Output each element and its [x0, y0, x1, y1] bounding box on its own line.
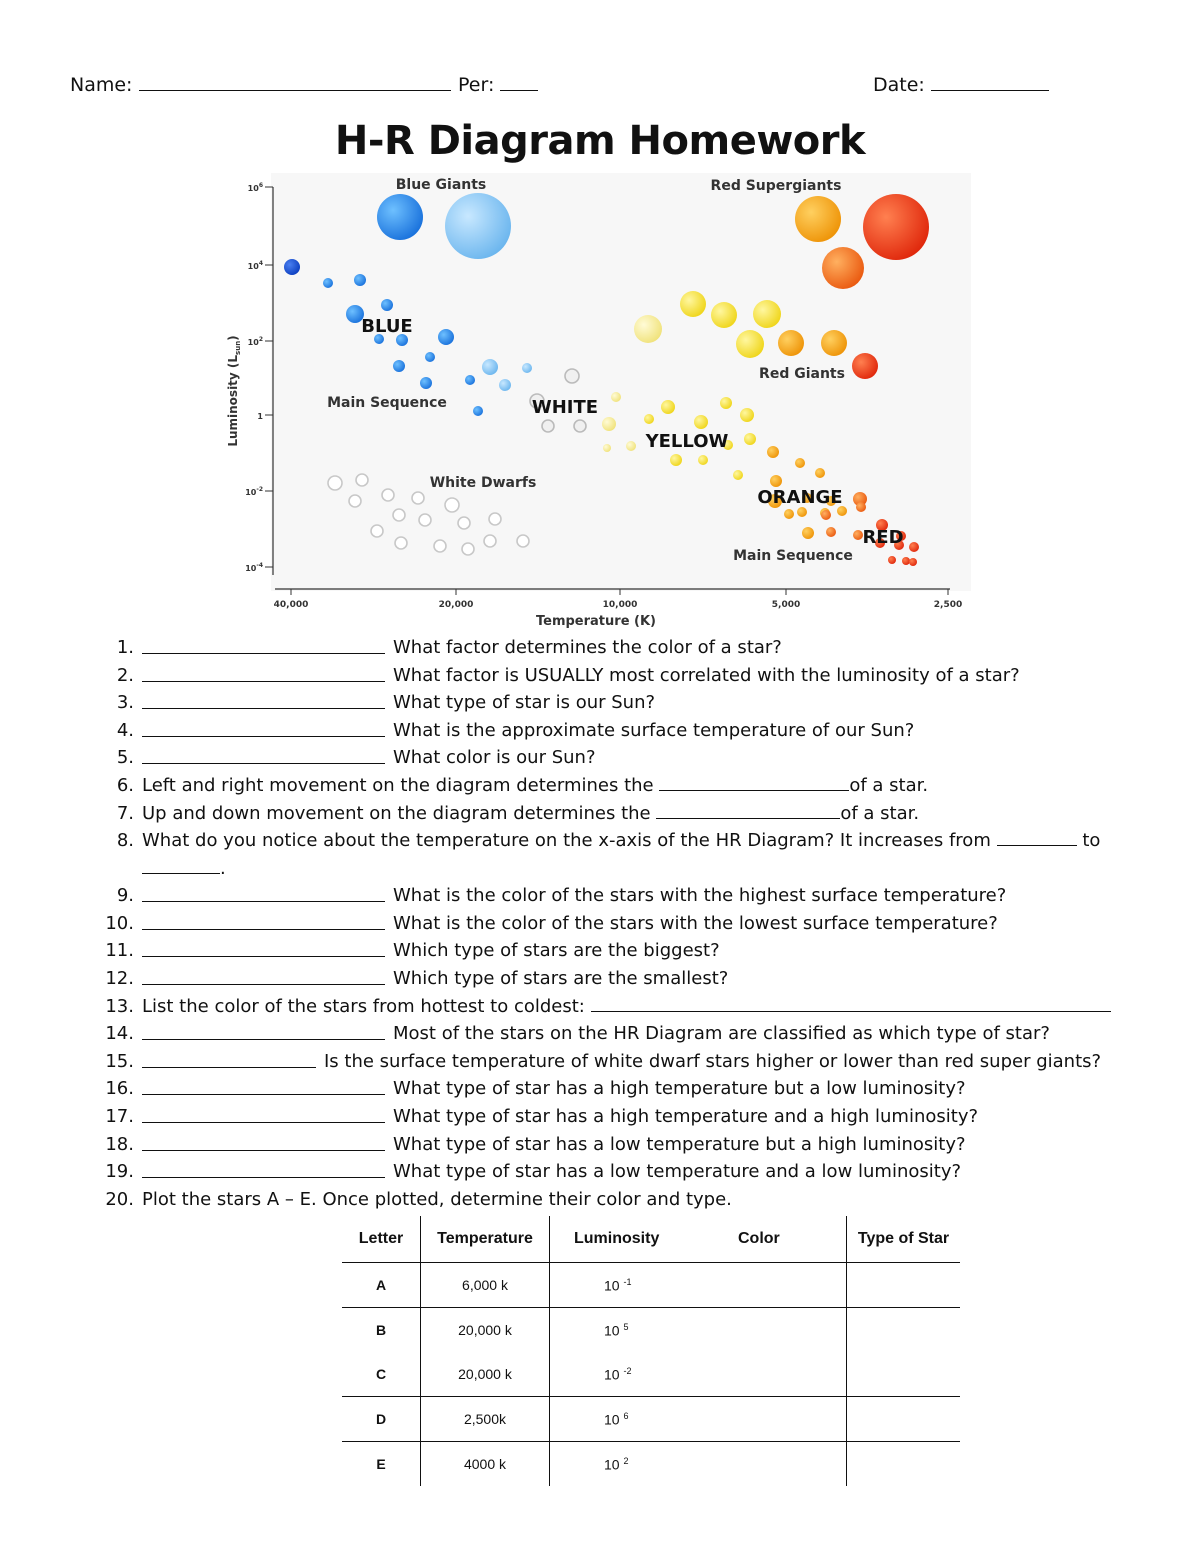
x-tick-label: 20,000	[438, 600, 474, 610]
star-marker	[393, 360, 405, 372]
star-marker	[356, 474, 368, 486]
region-label-white-dwarfs: White Dwarfs	[429, 475, 537, 491]
star-marker	[902, 557, 910, 565]
y-axis-label: Luminosity $(L_{sun})$	[226, 335, 242, 447]
col-header-temperature: Temperature	[421, 1216, 550, 1263]
question-4: 4. What is the approximate surface temperature of our Sun?	[116, 719, 915, 741]
star-marker	[744, 433, 756, 445]
color-cell-b[interactable]	[702, 1308, 847, 1353]
star-marker	[473, 406, 483, 416]
table-row: D 2,500k 10 $^6$	[342, 1397, 960, 1442]
star-marker	[484, 535, 496, 547]
color-cell-e[interactable]	[702, 1442, 847, 1487]
region-label-blue-giants: Blue Giants	[395, 177, 487, 193]
color-label-yellow: YELLOW	[645, 431, 729, 452]
star-marker	[328, 476, 342, 490]
x-tick-label: 5,000	[771, 600, 801, 610]
star-marker	[434, 540, 446, 552]
star-marker	[670, 454, 682, 466]
date-field	[873, 72, 1049, 96]
star-marker	[284, 259, 300, 275]
color-label-orange: ORANGE	[757, 487, 843, 508]
answer-blank-15[interactable]	[142, 1067, 316, 1068]
x-tick-label: 2,500	[933, 600, 963, 610]
y-tick-label: $10^4$	[247, 260, 263, 271]
y-tick-label: $10^2$	[247, 336, 263, 347]
question-12: 12. Which type of stars are the smallest?	[105, 967, 729, 989]
answer-blank-12[interactable]	[142, 984, 385, 985]
region-label-red-supergiants: Red Supergiants	[710, 178, 842, 194]
star-marker	[395, 537, 407, 549]
hr-diagram	[215, 165, 975, 635]
answer-blank-13[interactable]	[591, 993, 1111, 1012]
type-cell-c[interactable]	[847, 1352, 961, 1397]
answer-blank-8b[interactable]	[142, 855, 220, 874]
answer-blank-10[interactable]	[142, 929, 385, 930]
star-plot-table	[342, 1216, 960, 1486]
star-marker	[826, 527, 836, 537]
star-marker	[611, 392, 621, 402]
star-marker	[542, 420, 554, 432]
answer-blank-3[interactable]	[142, 708, 385, 709]
star-marker	[795, 196, 841, 242]
star-marker	[740, 408, 754, 422]
x-axis-label: Temperature (K)	[536, 614, 656, 629]
star-marker	[371, 525, 383, 537]
star-marker	[852, 353, 878, 379]
star-marker	[565, 369, 579, 383]
star-marker	[420, 377, 432, 389]
period-blank[interactable]	[500, 72, 538, 91]
color-label-red: RED	[862, 527, 904, 548]
question-list	[100, 634, 1160, 1213]
question-20: 20. Plot the stars A – E. Once plotted, determine their color and type.	[105, 1188, 732, 1210]
question-18: 18. What type of star has a low temperature but a high luminosity?	[105, 1133, 966, 1155]
star-marker	[458, 517, 470, 529]
table-row: A 6,000 k 10 $^{-1}$	[342, 1263, 960, 1308]
star-marker	[797, 507, 807, 517]
table-row: B 20,000 k 10 $^5$	[342, 1308, 960, 1353]
star-marker	[909, 558, 917, 566]
star-marker	[753, 300, 781, 328]
star-marker	[694, 415, 708, 429]
star-marker	[770, 475, 782, 487]
star-marker	[354, 274, 366, 286]
star-marker	[602, 417, 616, 431]
region-label-main-sequence-top: Main Sequence	[327, 395, 447, 411]
color-label-blue: BLUE	[361, 316, 413, 337]
col-header-color: Color	[702, 1216, 847, 1263]
star-marker	[733, 470, 743, 480]
star-marker	[377, 194, 423, 240]
answer-blank-7[interactable]	[656, 800, 840, 819]
star-marker	[522, 363, 532, 373]
question-1: 1. What factor determines the color of a star?	[116, 637, 782, 658]
star-marker	[795, 458, 805, 468]
star-marker	[909, 542, 919, 552]
table-row: E 4000 k 10 $^2$	[342, 1442, 960, 1487]
star-marker	[626, 441, 636, 451]
color-cell-c[interactable]	[702, 1352, 847, 1397]
answer-blank-2[interactable]	[142, 681, 385, 682]
question-13: 13. List the color of the stars from hottest to coldest:	[100, 993, 1160, 1021]
table-header-row	[342, 1216, 960, 1263]
y-tick-label: $10^6$	[247, 182, 263, 193]
col-header-type: Type of Star	[847, 1216, 961, 1263]
col-header-luminosity: Luminosity	[550, 1216, 703, 1263]
answer-blank-19[interactable]	[142, 1177, 385, 1178]
col-header-letter: Letter	[342, 1216, 421, 1263]
type-cell-b[interactable]	[847, 1308, 961, 1353]
star-marker	[821, 330, 847, 356]
answer-blank-8a[interactable]	[997, 827, 1077, 846]
star-marker	[720, 397, 732, 409]
answer-blank-4[interactable]	[142, 736, 385, 737]
question-10: 10. What is the color of the stars with the lowest surface temperature?	[105, 912, 998, 934]
star-marker	[821, 510, 831, 520]
question-14: 14. Most of the stars on the HR Diagram are classified as which type of star?	[105, 1023, 1050, 1045]
color-label-white: WHITE	[531, 397, 599, 418]
star-marker	[784, 509, 794, 519]
type-cell-e[interactable]	[847, 1442, 961, 1487]
question-5: 5. What color is our Sun?	[116, 747, 596, 769]
answer-blank-6[interactable]	[659, 772, 849, 791]
question-17: 17. What type of star has a high temperature and a high luminosity?	[105, 1105, 979, 1127]
star-marker	[603, 444, 611, 452]
star-marker	[634, 315, 662, 343]
star-marker	[815, 468, 825, 478]
x-tick-label: 40,000	[273, 600, 309, 610]
star-marker	[711, 302, 737, 328]
star-marker	[888, 556, 896, 564]
question-15: 15. Is the surface temperature of white dwarf stars higher or lower than red super giants?	[105, 1050, 1102, 1072]
star-marker	[323, 278, 333, 288]
question-11: 11. Which type of stars are the biggest?	[105, 940, 720, 962]
question-16: 16. What type of star has a high temperature but a low luminosity?	[105, 1078, 966, 1100]
name-label: Name:	[70, 74, 133, 96]
star-marker	[462, 543, 474, 555]
star-marker	[445, 193, 511, 259]
star-marker	[445, 498, 459, 512]
star-marker	[698, 455, 708, 465]
question-9: 9. What is the color of the stars with the highest surface temperature?	[116, 885, 1007, 907]
star-marker	[778, 330, 804, 356]
star-marker	[419, 514, 431, 526]
answer-blank-18[interactable]	[142, 1150, 385, 1151]
star-marker	[499, 379, 511, 391]
star-marker	[644, 414, 654, 424]
question-3: 3. What type of star is our Sun?	[116, 692, 656, 714]
question-2: 2. What factor is USUALLY most correlated with the luminosity of a star?	[116, 664, 1020, 686]
period-field	[458, 72, 538, 96]
page-title: H-R Diagram Homework	[334, 118, 866, 164]
star-marker	[856, 502, 866, 512]
y-tick-label: $10^{-2}$	[245, 486, 263, 497]
star-marker	[574, 420, 586, 432]
type-cell-a[interactable]	[847, 1263, 961, 1308]
star-marker	[517, 535, 529, 547]
x-tick-label: 10,000	[602, 600, 638, 610]
date-label: Date:	[873, 74, 925, 96]
region-label-red-giants: Red Giants	[759, 366, 845, 382]
answer-blank-17[interactable]	[142, 1122, 385, 1123]
question-6: 6. Left and right movement on the diagram determines the of a star.	[100, 772, 1160, 800]
star-marker	[489, 513, 501, 525]
star-marker	[736, 330, 764, 358]
star-marker	[482, 359, 498, 375]
star-marker	[425, 352, 435, 362]
answer-blank-11[interactable]	[142, 956, 385, 957]
answer-blank-16[interactable]	[142, 1094, 385, 1095]
date-blank[interactable]	[931, 72, 1049, 91]
y-tick-label: 1	[257, 412, 263, 421]
question-19: 19. What type of star has a low temperature and a low luminosity?	[105, 1161, 962, 1183]
star-marker	[822, 247, 864, 289]
color-cell-d[interactable]	[702, 1397, 847, 1442]
table-row: C 20,000 k 10 $^{-2}$	[342, 1352, 960, 1397]
star-marker	[382, 489, 394, 501]
star-marker	[767, 446, 779, 458]
star-marker	[393, 509, 405, 521]
star-marker	[680, 291, 706, 317]
star-marker	[438, 329, 454, 345]
star-marker	[349, 495, 361, 507]
answer-blank-14[interactable]	[142, 1039, 385, 1040]
type-cell-d[interactable]	[847, 1397, 961, 1442]
name-blank[interactable]	[139, 72, 451, 91]
star-marker	[863, 194, 929, 260]
answer-blank-1[interactable]	[142, 653, 385, 654]
star-marker	[802, 527, 814, 539]
question-8: 8. What do you notice about the temperature on the x-axis of the HR Diagram? It increases from to .	[100, 827, 1160, 882]
star-marker	[381, 299, 393, 311]
name-field	[70, 72, 451, 96]
period-label: Per:	[458, 74, 495, 96]
star-marker	[412, 492, 424, 504]
star-marker	[465, 375, 475, 385]
region-label-main-sequence-bottom: Main Sequence	[733, 548, 853, 564]
color-cell-a[interactable]	[702, 1263, 847, 1308]
question-7: 7. Up and down movement on the diagram determines the of a star.	[100, 800, 1160, 828]
star-marker	[661, 400, 675, 414]
y-tick-label: $10^{-4}$	[245, 562, 263, 573]
answer-blank-9[interactable]	[142, 901, 385, 902]
answer-blank-5[interactable]	[142, 763, 385, 764]
